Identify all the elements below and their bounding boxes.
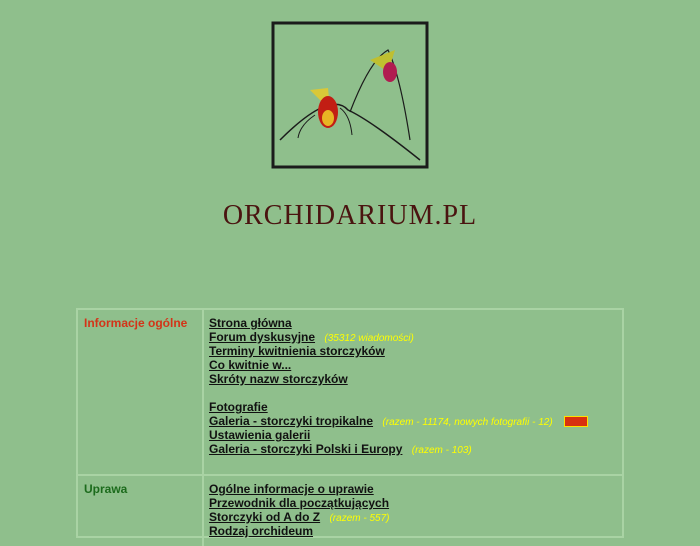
list-item bbox=[209, 372, 622, 386]
list-item bbox=[209, 442, 622, 456]
list-item bbox=[209, 482, 622, 496]
link-rodzaj[interactable]: Rodzaj orchideum bbox=[209, 524, 314, 538]
species-count-note: (razem - 557) bbox=[329, 513, 390, 524]
spacer bbox=[209, 386, 622, 400]
link-przewodnik[interactable]: Przewodnik dla początkujących bbox=[209, 496, 390, 510]
link-strona-glowna[interactable]: Strona główna bbox=[209, 316, 292, 330]
link-terminy[interactable]: Terminy kwitnienia storczyków bbox=[209, 344, 385, 358]
list-item bbox=[209, 414, 622, 428]
list-item bbox=[209, 316, 622, 330]
section-items-uprawa bbox=[209, 482, 622, 538]
link-galeria-polski[interactable]: Galeria - storczyki Polski i Europy bbox=[209, 442, 403, 456]
list-item bbox=[209, 524, 622, 538]
site-logo bbox=[270, 20, 430, 170]
link-ustawienia-galerii[interactable]: Ustawienia galerii bbox=[209, 428, 311, 442]
list-item bbox=[209, 400, 622, 414]
list-item bbox=[209, 496, 622, 510]
list-item bbox=[209, 344, 622, 358]
link-storczyki-a-z[interactable]: Storczyki od A do Z bbox=[209, 510, 321, 524]
section-uprawa bbox=[78, 476, 622, 546]
section-label-uprawa: Uprawa bbox=[78, 476, 204, 546]
link-ogolne-informacje[interactable]: Ogólne informacje o uprawie bbox=[209, 482, 374, 496]
new-badge-icon bbox=[564, 416, 588, 427]
forum-count-note: (35312 wiadomości) bbox=[324, 333, 414, 344]
site-title: ORCHIDARIUM.PL bbox=[222, 200, 478, 231]
list-item bbox=[209, 428, 622, 442]
link-co-kwitnie[interactable]: Co kwitnie w... bbox=[209, 358, 292, 372]
gallery-count-note: (razem - 11174, nowych fotografii - 12) bbox=[382, 417, 553, 428]
navigation-table bbox=[76, 308, 624, 538]
polish-gallery-count-note: (razem - 103) bbox=[411, 445, 472, 456]
link-forum[interactable]: Forum dyskusyjne bbox=[209, 330, 316, 344]
orchid-logo-icon bbox=[270, 20, 430, 170]
link-fotografie[interactable]: Fotografie bbox=[209, 400, 268, 414]
link-skroty[interactable]: Skróty nazw storczyków bbox=[209, 372, 348, 386]
link-galeria-tropikalne[interactable]: Galeria - storczyki tropikalne bbox=[209, 414, 374, 428]
section-informacje bbox=[78, 310, 622, 476]
list-item bbox=[209, 510, 622, 524]
section-items-informacje bbox=[209, 316, 622, 456]
section-label-informacje: Informacje ogólne bbox=[78, 310, 204, 474]
list-item bbox=[209, 330, 622, 344]
list-item bbox=[209, 358, 622, 372]
